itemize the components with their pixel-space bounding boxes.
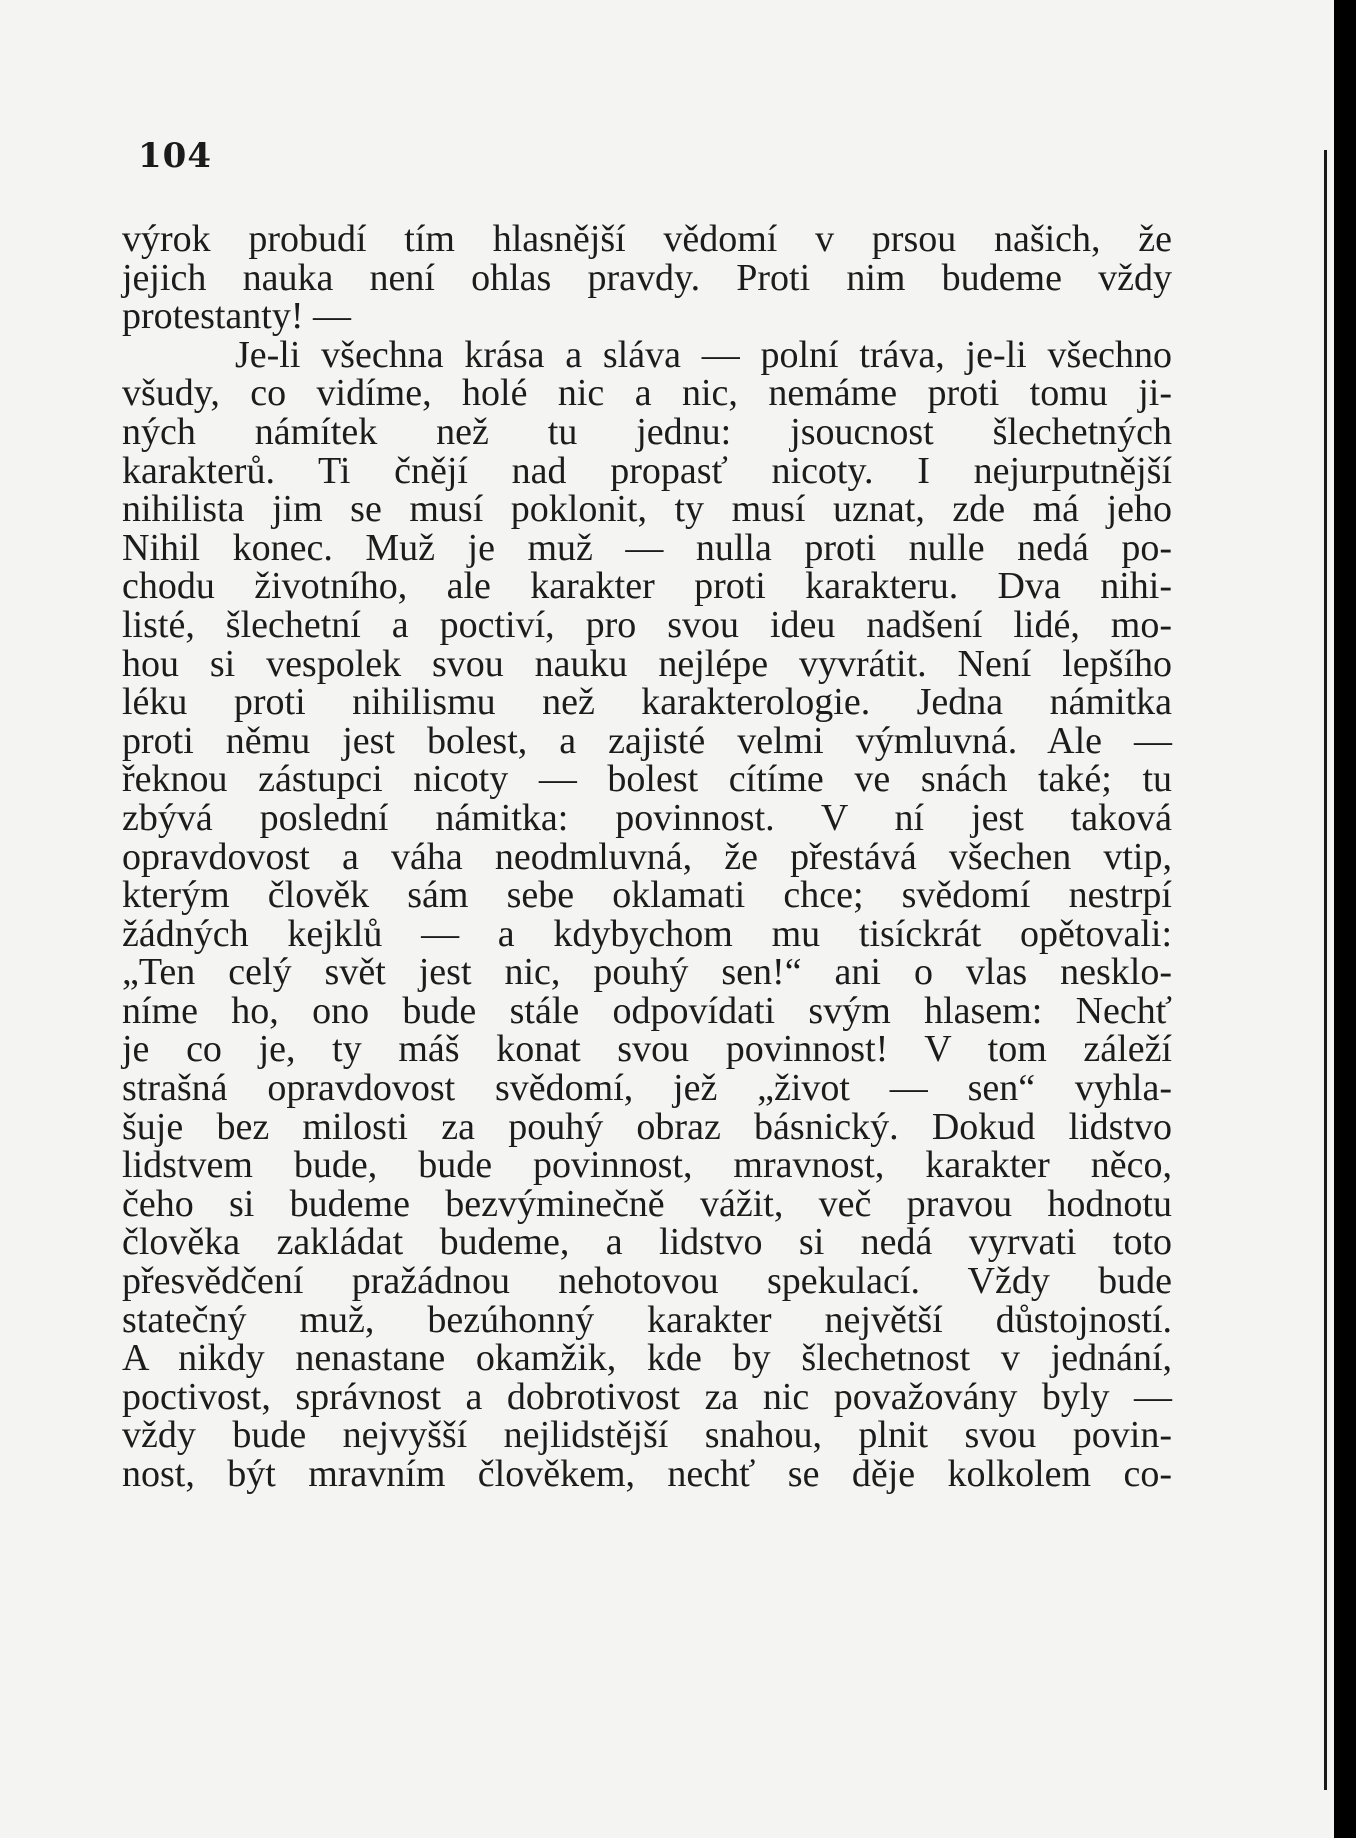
text-line: je co je, ty máš konat svou povinnost! V tom záleží bbox=[122, 1028, 1172, 1071]
text-line: protestanty! — bbox=[122, 295, 352, 338]
text-line: Je-li všechna krása a sláva — polní tráva, je-li všechno bbox=[235, 333, 1172, 376]
text-line: hou si vespolek svou nauku nejlépe vyvrátit. Není lepšího bbox=[122, 642, 1172, 685]
text-line: zbývá poslední námitka: povinnost. V ní jest taková bbox=[122, 796, 1172, 839]
text-line: poctivost, správnost a dobrotivost za nic považovány byly — bbox=[122, 1375, 1172, 1418]
text-line: A nikdy nenastane okamžik, kde by šlechetnost v jednání, bbox=[122, 1337, 1172, 1380]
text-line: všudy, co vidíme, holé nic a nic, nemáme proti tomu ji- bbox=[122, 372, 1172, 415]
text-line: žádných kejklů — a kdybychom mu tisíckrát opětovali: bbox=[122, 912, 1172, 955]
text-line: člověka zakládat budeme, a lidstvo si nedá vyrvati toto bbox=[122, 1221, 1172, 1264]
text-line: nihilista jim se musí poklonit, ty musí uznat, zde má jeho bbox=[122, 488, 1172, 531]
text-line: řeknou zástupci nicoty — bolest cítíme ve snách také; tu bbox=[122, 758, 1172, 801]
text-line: níme ho, ono bude stále odpovídati svým hlasem: Nechť bbox=[122, 989, 1172, 1032]
text-line: vždy bude nejvyšší nejlidstější snahou, plnit svou povin- bbox=[122, 1414, 1172, 1457]
text-line: nost, být mravním člověkem, nechť se děje kolkolem co- bbox=[122, 1453, 1172, 1495]
body-text bbox=[122, 220, 1172, 1494]
text-line: lidstvem bude, bude povinnost, mravnost, karakter něco, bbox=[122, 1144, 1172, 1187]
text-line: přesvědčení pražádnou nehotovou spekulací. Vždy bude bbox=[122, 1260, 1172, 1303]
text-line: ných námítek než tu jednu: jsoucnost šlechetných bbox=[122, 410, 1172, 453]
text-line: karakterů. Ti čnějí nad propasť nicoty. I nejurputnější bbox=[122, 449, 1172, 492]
text-line: jejich nauka není ohlas pravdy. Proti nim budeme vždy bbox=[122, 256, 1172, 299]
page-number: 104 bbox=[138, 136, 212, 176]
scan-edge bbox=[1334, 0, 1356, 1838]
text-line: výrok probudí tím hlasnější vědomí v prsou našich, že bbox=[122, 218, 1172, 260]
text-line: opravdovost a váha neodmluvná, že přestává všechen vtip, bbox=[122, 835, 1172, 878]
text-line: „Ten celý svět jest nic, pouhý sen!“ ani o vlas nesklo- bbox=[122, 951, 1172, 994]
text-line: strašná opravdovost svědomí, jež „život — sen“ vyhla- bbox=[122, 1067, 1172, 1110]
text-line: chodu životního, ale karakter proti karakteru. Dva nihi- bbox=[122, 565, 1172, 608]
text-line: kterým člověk sám sebe oklamati chce; svědomí nestrpí bbox=[122, 874, 1172, 917]
page-fold-line bbox=[1324, 150, 1327, 1790]
text-line: šuje bez milosti za pouhý obraz básnický. Dokud lidstvo bbox=[122, 1105, 1172, 1148]
text-line: listé, šlechetní a poctiví, pro svou ideu nadšení lidé, mo- bbox=[122, 603, 1172, 646]
text-line: proti němu jest bolest, a zajisté velmi výmluvná. Ale — bbox=[122, 719, 1172, 762]
text-line: statečný muž, bezúhonný karakter největší důstojností. bbox=[122, 1298, 1172, 1341]
text-line: čeho si budeme bezvýminečně vážit, več pravou hodnotu bbox=[122, 1182, 1172, 1225]
text-line: Nihil konec. Muž je muž — nulla proti nulle nedá po- bbox=[122, 526, 1172, 569]
text-line: léku proti nihilismu než karakterologie. Jedna námitka bbox=[122, 681, 1172, 724]
